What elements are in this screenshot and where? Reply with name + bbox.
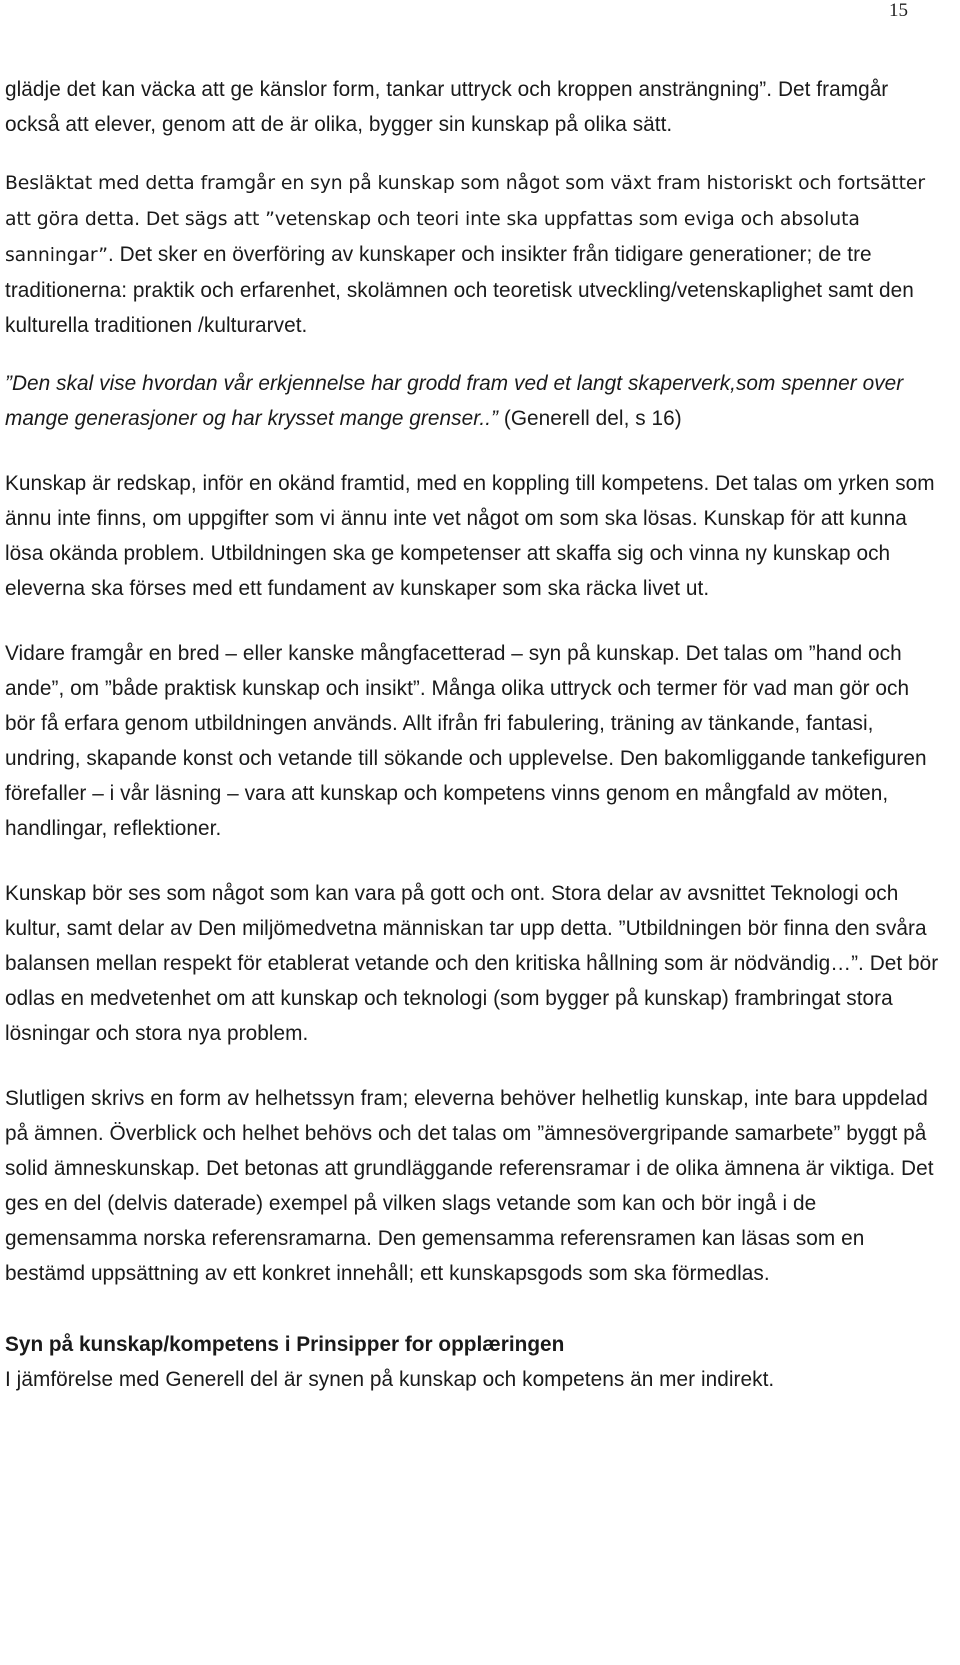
paragraph-7: Slutligen skrivs en form av helhetssyn fram; eleverna behöver helhetlig kunskap, inte bara uppdelad på ämnen. Överblick och helhet behövs och det talas om ”ämnesövergripande samarbete” byggt på solid ämneskunskap. Det betonas att grundläggande referensramar i de olika ämnena är viktiga. Det ges en del (delvis daterade) exempel på vilken slags vetande som kan och bör ingå i de gemensamma norska referensramarna. Den gemensamma referensramen kan läsas som en bestämd uppsättning av ett konkret innehåll; ett kunskapsgods som ska förmedlas.	[5, 1087, 934, 1285]
norwegian-quote: ”Den skal vise hvordan vår erkjennelse har grodd fram ved et langt skaperverk,som spenner over mange generasjoner og har krysset mange grenser..”	[5, 372, 904, 430]
paragraph-5: Vidare framgår en bred – eller kanske mångfacetterad – syn på kunskap. Det talas om ”hand och ande”, om ”både praktisk kunskap och insikt”. Många olika uttryck och termer för vad man gör och bör få erfara genom utbildningen används. Allt ifrån fri fabulering, träning av tänkande, fantasi, undring, skapande konst och vetande till sökande och upplevelse. Den bakomliggande tankefiguren förefaller – i vår läsning – vara att kunskap och kompetens vinns genom en mångfald av möten, handlingar, reflektioner.	[5, 642, 927, 840]
paragraph-4: Kunskap är redskap, inför en okänd framtid, med en koppling till kompetens. Det talas om yrken som ännu inte finns, om uppgifter som vi ännu inte vet något om som ska lösas. Kunskap för att kunna lösa okända problem. Utbildningen ska ge kompetenser att skaffa sig och vinna ny kunskap och eleverna ska förses med ett fundament av kunskaper som ska räcka livet ut.	[5, 472, 935, 600]
paragraph-8: I jämförelse med Generell del är synen på kunskap och kompetens än mer indirekt.	[5, 1368, 775, 1391]
paragraph-3-quote	[5, 366, 940, 436]
paragraph-2-part-b: Det sker en överföring av kunskaper och insikter från tidigare generationer; de tre traditionerna: praktik och erfarenhet, skolämnen och teoretisk utveckling/vetenskaplighet samt den kulturella traditionen /kulturarvet.	[5, 243, 914, 337]
paragraph-2	[5, 165, 940, 343]
quote-reference: (Generell del, s 16)	[498, 407, 682, 430]
page-number: 15	[889, 0, 908, 21]
paragraph-1: glädje det kan väcka att ge känslor form, tankar uttryck och kroppen ansträngning”. Det framgår också att elever, genom att de är olika, bygger sin kunskap på olika sätt.	[5, 78, 889, 136]
document-body	[5, 72, 940, 1397]
section-heading: Syn på kunskap/kompetens i Prinsipper for opplæringen	[5, 1333, 565, 1356]
paragraph-2-part-a: Besläktat med detta framgår en syn på kunskap som något som växt fram historiskt och fortsätter att göra detta. Det sägs att ”vetenskap och teori inte ska uppfattas som eviga och absoluta sanningar”.	[5, 173, 925, 266]
paragraph-6: Kunskap bör ses som något som kan vara på gott och ont. Stora delar av avsnittet Teknologi och kultur, samt delar av Den miljömedvetna människan tar upp detta. ”Utbildningen bör finna den svåra balansen mellan respekt för etablerat vetande och den kritiska hållning som är nödvändig…”. Det bör odlas en medvetenhet om att kunskap och teknologi (som bygger på kunskap) frambringat stora lösningar och stora nya problem.	[5, 882, 939, 1045]
